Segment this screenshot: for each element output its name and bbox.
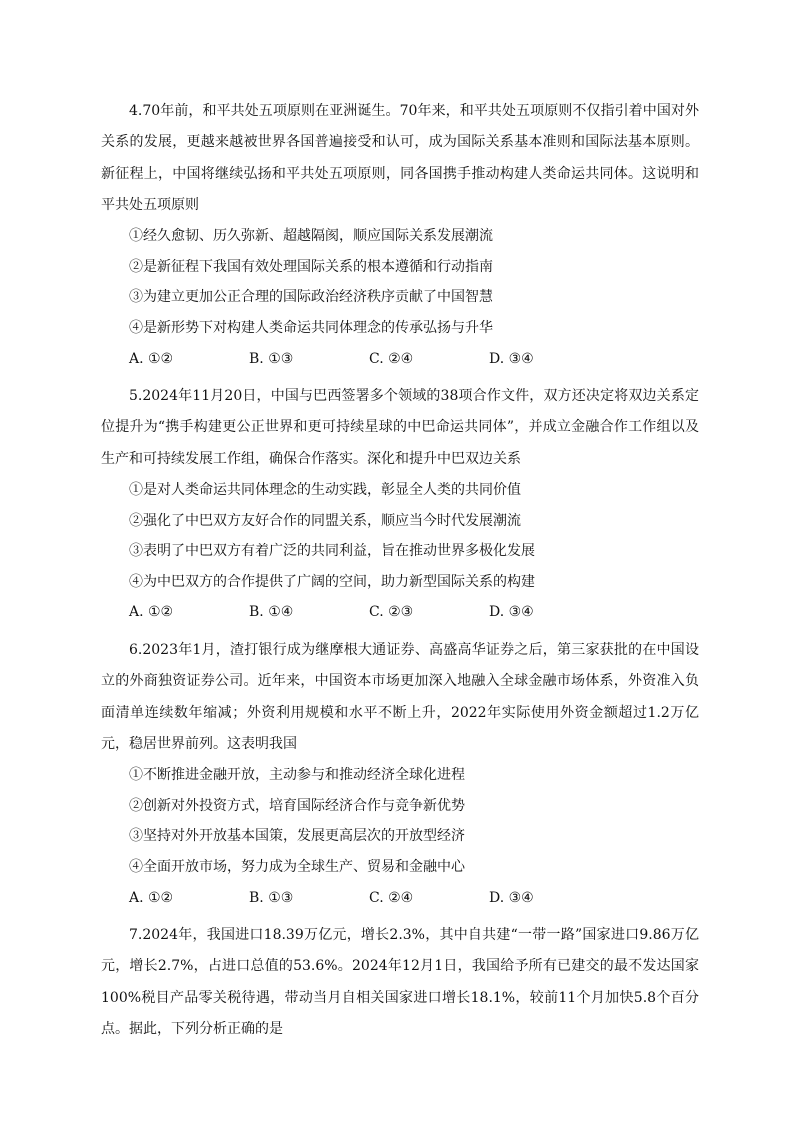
choice-b: B. ①③ (249, 350, 294, 367)
statement-3: ③表明了中巴双方有着广泛的共同利益，旨在推动世界多极化发展 (129, 543, 535, 560)
choice-a: A. ①② (129, 350, 174, 367)
question-5 (101, 381, 699, 628)
statement-4: ④是新形势下对构建人类命运共同体理念的传承弘扬与升华 (129, 319, 493, 336)
question-4 (101, 96, 699, 374)
question-stem: 4.70年前，和平共处五项原则在亚洲诞生。70年来，和平共处五项原则不仅指引着中国对外关系的发展，更越来越被世界各国普遍接受和认可，成为国际关系基本准则和国际法基本原则。新征程上，中国将继续弘扬和平共处五项原则，同各国携手推动构建人类命运共同体。这说明和平共处五项原则 (101, 103, 699, 213)
question-stem: 5.2024年11月20日，中国与巴西签署多个领域的38项合作文件，双方还决定将双边关系定位提升为“携手构建更公正世界和更可持续星球的中巴命运共同体”，并成立金融合作工作组以及生产和可持续发展工作组，确保合作落实。深化和提升中巴双边关系 (101, 388, 699, 467)
question-stem: 6.2023年1月，渣打银行成为继摩根大通证券、高盛高华证券之后，第三家获批的在中国设立的外商独资证券公司。近年来，中国资本市场更加深入地融入全球金融市场体系，外资准入负面清单连续数年缩减；外资利用规模和水平不断上升，2022年实际使用外资金额超过1.2万亿元，稳居世界前列。这表明我国 (101, 642, 699, 752)
choice-d: D. ③④ (489, 350, 534, 367)
statement-1: ①经久愈韧、历久弥新、超越隔阂，顺应国际关系发展潮流 (129, 228, 493, 245)
answer-choices (101, 597, 699, 628)
statement-2: ②强化了中巴双方友好合作的同盟关系，顺应当今时代发展潮流 (129, 512, 521, 529)
choice-b: B. ①④ (249, 604, 294, 621)
choice-d: D. ③④ (489, 889, 534, 906)
statement-3: ③坚持对外开放基本国策，发展更高层次的开放型经济 (129, 828, 465, 845)
statement-2: ②创新对外投资方式，培育国际经济合作与竞争新优势 (129, 797, 465, 814)
document-content (101, 96, 699, 1052)
question-6 (101, 635, 699, 913)
statement-2: ②是新征程下我国有效处理国际关系的根本遵循和行动指南 (129, 258, 493, 275)
choice-c: C. ②④ (369, 889, 414, 906)
statement-4: ④为中巴双方的合作提供了广阔的空间，助力新型国际关系的构建 (129, 573, 535, 590)
question-7 (101, 920, 699, 1045)
statement-4: ④全面开放市场，努力成为全球生产、贸易和金融中心 (129, 858, 465, 875)
question-stem: 7.2024年，我国进口18.39万亿元，增长2.3%，其中自共建“一带一路”国家进口9.86万亿元，增长2.7%，占进口总值的53.6%。2024年12月1日，我国给予所有已建交的最不发达国家100%税目产品零关税待遇，带动当月自相关国家进口增长18.1%，较前11个月加快5.8个百分点。据此，下列分析正确的是 (101, 927, 699, 1038)
choice-d: D. ③④ (489, 604, 534, 621)
choice-b: B. ①③ (249, 889, 294, 906)
choice-c: C. ②③ (369, 604, 414, 621)
statement-1: ①是对人类命运共同体理念的生动实践，彰显全人类的共同价值 (129, 482, 521, 499)
statement-3: ③为建立更加公正合理的国际政治经济秩序贡献了中国智慧 (129, 289, 493, 306)
choice-c: C. ②④ (369, 350, 414, 367)
statement-1: ①不断推进金融开放，主动参与和推动经济全球化进程 (129, 767, 465, 784)
answer-choices (101, 344, 699, 375)
answer-choices (101, 883, 699, 914)
choice-a: A. ①② (129, 604, 174, 621)
choice-a: A. ①② (129, 889, 174, 906)
